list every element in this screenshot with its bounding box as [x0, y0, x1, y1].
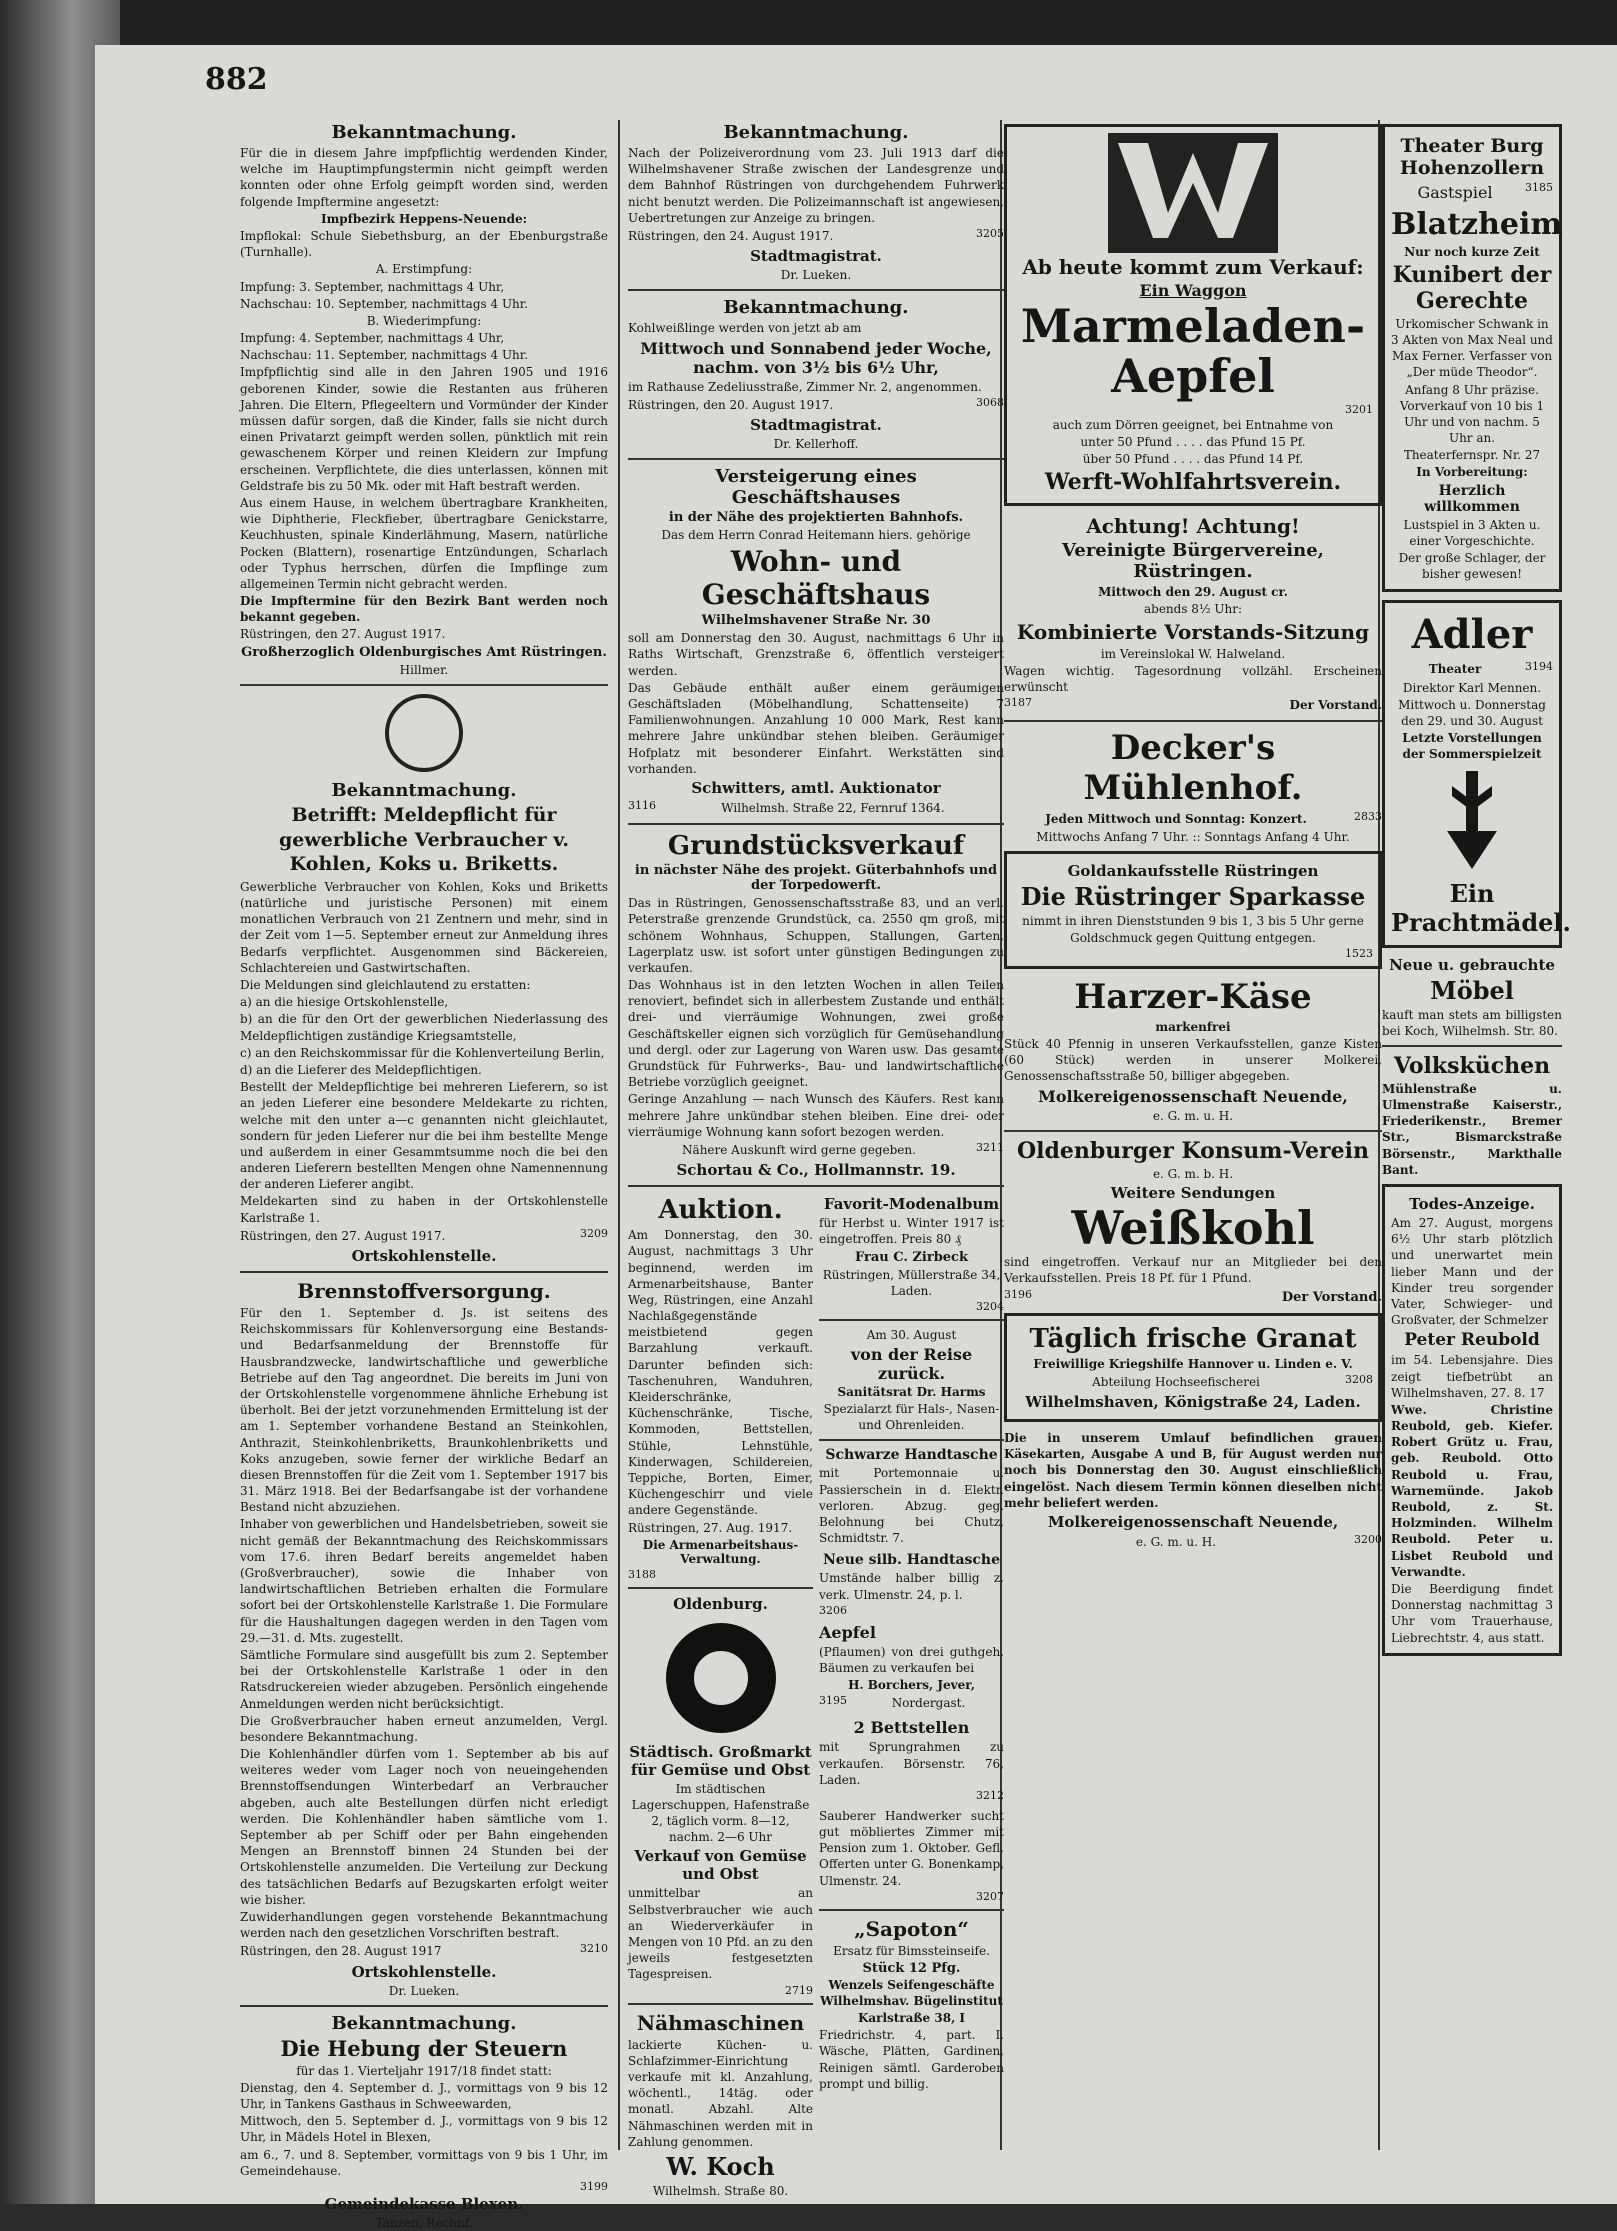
notice-title: Bekanntmachung. [723, 122, 909, 143]
ad-text: Jeden Mittwoch und Sonntag: Konzert. [1045, 812, 1307, 827]
ad-text: im Vereinslokal W. Halweland. [1100, 646, 1286, 661]
ad-number: 3207 [976, 1889, 1004, 1903]
notice-text: Dienstag, den 4. September d. J., vormittags von 9 bis 12 Uhr, in Tankens Gasthaus in Schweewarden, [240, 2080, 608, 2112]
notice-text: im Rathause Zedeliusstraße, Zimmer Nr. 2, angenommen. [628, 379, 982, 394]
ad-title: Versteigerung eines Geschäftshauses [715, 466, 917, 509]
ad-number: 1523 [1345, 946, 1373, 960]
ad-title: Nähmaschinen [636, 2010, 805, 2035]
column-4 [1382, 120, 1571, 2150]
arrow-down-icon [1442, 771, 1502, 871]
column-rule [618, 120, 620, 2150]
divider [1382, 1045, 1562, 1047]
ad-title: Oldenburger Konsum-Verein [1017, 1137, 1369, 1164]
notice-text: Für die in diesem Jahre impfpflichtig werdenden Kinder, welche im Hauptimpfungstermin nicht geimpft werden konnten oder ohne Erfolg geimpft worden sind, werden folgende Impftermine angesetzt: [240, 146, 608, 209]
divider [240, 684, 608, 686]
ad-text: nimmt in ihren Dienststunden 9 bis 1, 3 bis 5 Uhr gerne Goldschmuck gegen Quittung entgegen. [1022, 914, 1364, 945]
ad-text: Das Wohnhaus ist in den letzten Wochen in allen Teilen renoviert, befindet sich in allerbestem Zustande und enthält drei- und vierräumige Wohnungen, zwei große Geschäftskeller eignen sich vorzüglich für Gemüsehandlung und dergl. oder zur Lagerung von Waren usw. Das gesamte Grundstück für Fuhrwerks-, Bau- und landwirtschaftliche Betriebe vorzüglich geeignet. [628, 978, 1004, 1090]
notice-text: Die Meldungen sind gleichlautend zu erstatten: [240, 978, 531, 992]
notice-cabbage-white [628, 297, 1004, 452]
ad-fashion-album [819, 1195, 1004, 1313]
ad-text: e. G. m. u. H. [1152, 1108, 1234, 1123]
ad-text: Ersatz für Bimssteinseife. [833, 1943, 990, 1958]
notice-date: Rüstringen, den 27. August 1917. [240, 1228, 446, 1243]
ad-lost-handbag [819, 1447, 1004, 1546]
ad-number: 3200 [1354, 1532, 1382, 1546]
ad-text: Am 30. August [866, 1327, 957, 1342]
column-3 [1004, 120, 1382, 2150]
notice-text: Impfung: 4. September, nachmittags 4 Uhr, [240, 331, 505, 346]
ad-board-meeting [1004, 514, 1382, 714]
ad-number: 3211 [976, 1140, 1004, 1154]
notice-text: Mittwoch, den 5. September d. J., vormittags von 9 bis 12 Uhr, in Mädels Hotel in Blexen, [240, 2114, 608, 2145]
ad-silver-handbag [819, 1552, 1004, 1616]
ad-signature: Wenzels Seifengeschäfte [828, 1978, 995, 1992]
ad-text: mit Portemonnaie u. Passierschein in d. Elektr. verloren. Abzug. geg. Belohnung bei Chutz, Schmidtstr. 7. [819, 1466, 1004, 1546]
notice-text: B. Wiederimpfung: [366, 313, 482, 328]
ad-headline: Ein Prachtmädel. [1391, 878, 1571, 937]
divider [628, 823, 1004, 825]
ad-deckers-muehlenhof [1004, 728, 1382, 845]
ad-headline: Wohn- und Geschäftshaus [701, 545, 931, 612]
notice-text: Inhaber von gewerblichen und Handelsbetrieben, soweit sie nicht gemäß der Bekanntmachung des Reichskommissars vom 17.6. ihren Bedarf bereits angemeldet haben (Großverbraucher), sowie die Inhaber von landwirtschaftlichen Betrieben erhalten die Formulare sofort bei der Ortskohlenstelle Karlstraße 1. Die Formulare für die Haushaltungen dagegen werden in den Tagen vom 29.—31. d. Mts. zugestellt. [240, 1517, 608, 1645]
ad-text: Lustspiel in 3 Akten u. einer Vorgeschichte. [1403, 517, 1541, 548]
ad-title: Schwarze Handtasche [825, 1447, 998, 1464]
ad-sapoton [819, 1917, 1004, 2092]
ad-number: 3208 [1345, 1372, 1373, 1386]
ad-headline: Weißkohl [1071, 1200, 1315, 1255]
ad-title: Oldenburg. [673, 1594, 768, 1613]
column-2 [628, 120, 1004, 2198]
ad-text: Sauberer Handwerker sucht gut möbliertes Zimmer mit Pension zum 1. Oktober. Gefl. Offerten unter G. Bonenkamp, Ulmenstr. 24. [819, 1808, 1004, 1888]
ad-number: 3201 [1345, 402, 1373, 416]
ad-doctor-return [819, 1327, 1004, 1434]
divider [628, 1185, 1004, 1187]
ad-subtitle: in der Nähe des projektierten Bahnhofs. [668, 510, 964, 526]
ad-number: 3199 [580, 2180, 608, 2193]
notice-text: Meldekarten sind zu haben in der Ortskohlenstelle Karlstraße 1. [240, 1194, 608, 1225]
notice-text: Aus einem Hause, in welchem übertragbare Krankheiten, wie Diphtherie, Fleckfieber, übertragbare Genickstarre, Keuchhusten, spinale Kinderlähmung, Masern, natürliche Pocken (Blattern), rosenartige Entzündungen, Scharlach oder Typhus herrschen, dürfen die Impflinge zum allgemeinen Termin nicht gebracht werden. [240, 495, 608, 591]
ad-text: im 54. Lebensjahre. Dies zeigt tiefbetrübt an Wilhelmshaven, 27. 8. 17 [1391, 1353, 1553, 1400]
notice-signature: Gemeindekasse Blexen. [324, 2195, 524, 2213]
ad-text: soll am Donnerstag den 30. August, nachmittags 6 Uhr in Raths Wirtschaft, Grenzstraße 6, öffentlich versteigert werden. [628, 631, 1004, 678]
ad-title: Neue silb. Handtasche [822, 1552, 1001, 1569]
ad-text: Der große Schlager, der bisher gewesen! [1398, 551, 1546, 582]
ad-text: Das Gebäude enthält außer einem geräumigen Geschäftsladen (Möbelhandlung, Schattenseite) 7 Familienwohnungen. Anzahlung 10 000 Mark, Rest kann mehrere Jahre unkündbar stehen bleiben. Geräumiger Hofplatz mit besonderer Einfahrt. Werkstätten sind vorhanden. [628, 680, 1004, 776]
notice-text: Die Kohlenhändler dürfen vom 1. September ab bis auf weiteres weder vom Lager noch von neueingehenden Brennstoffsendungen Winterbedarf an Verbraucher abgeben, auch alte Bestellungen dürfen nicht erledigt werden. Die Kohlenhändler haben sämtliche vom 1. September ab per Schiff oder per Bahn eingehenden Mengen an Brennstoff binnen 24 Stunden bei der Ortskohlenstelle anzumelden. Die Verteilung zur Deckung des tatsächlichen Bedarfs auf Bezugskarten erfolgt weiter wie bisher. [240, 1747, 608, 1907]
ad-date: Rüstringen, 27. Aug. 1917. [628, 1520, 793, 1535]
ad-title: Harzer-Käse [1074, 976, 1312, 1017]
ad-text: Mühlenstraße u. Ulmenstraße Kaiserstr., Friederikenstr., Bremer Str., Bismarckstraße Börsenstr., Markthalle Bant. [1382, 1081, 1562, 1177]
notice-text: Impfung: 3. September, nachmittags 4 Uhr, [240, 279, 505, 294]
notice-text: Bestellt der Meldepflichtige bei mehreren Lieferern, so ist an jeden Lieferer eine besondere Meldekarte zu richten, welche mit den unter a—c genannten nicht gleichlautet, sondern für jeden Lieferer nur die bei ihm bestellte Menge und außerdem in einer Gesammtsumme noch die bei den anderen Lieferern bestellten Mengen ohne Namennennung der anderen Lieferer angibt. [240, 1080, 608, 1192]
notice-date: Rüstringen, den 24. August 1917. [628, 228, 834, 243]
notice-signature: Großherzoglich Oldenburgisches Amt Rüstringen. [241, 644, 607, 660]
ad-text: mit Sprungrahmen zu verkaufen. Börsenstr. 76, Laden. [819, 1740, 1004, 1787]
ad-headline: Aepfel [1111, 349, 1275, 404]
ad-bedsteads [819, 1718, 1004, 1802]
ad-title: Neue u. gebrauchte [1389, 955, 1555, 974]
ad-text: Theaterfernspr. Nr. 27 [1403, 448, 1541, 463]
page-number: 882 [205, 62, 268, 97]
ad-price-line: über 50 Pfund . . . . das Pfund 14 Pf. [1082, 451, 1304, 466]
notice-text: Zuwiderhandlungen gegen vorstehende Bekanntmachung werden nach den gesetzlichen Vorschriften bestraft. [240, 1909, 608, 1941]
ad-signature: Frau C. Zirbeck [855, 1249, 968, 1265]
coat-of-arms-seal [385, 694, 463, 772]
ad-headline: Verkauf von Gemüse und Obst [634, 1847, 807, 1884]
ads-split-row [628, 1193, 1004, 2205]
ad-signature: W. Koch [666, 2151, 775, 2181]
notice-text: Kohlweißlinge werden von jetzt ab am [628, 321, 862, 336]
death-notice [1382, 1184, 1562, 1656]
ad-text: Am 27. August, morgens 6½ Uhr starb plötzlich und unerwartet mein lieber Mann und der Kinder treu sorgender Vater, Schwieger- und Großvater, der Schmelzer [1391, 1216, 1553, 1328]
ad-address: Nordergast. [891, 1696, 966, 1711]
ad-number: 3204 [976, 1299, 1004, 1313]
ad-text: Geringe Anzahlung — nach Wunsch des Käufers. Rest kann mehrere Jahre unkündbar stehen bleiben. Eine drei- oder vierräumige Wohnung kann sofort bezogen werden. [628, 1092, 1004, 1139]
ad-text: für Herbst u. Winter 1917 ist eingetroffen. Preis 80 ₰ [819, 1216, 1004, 1247]
ad-jam-apples [1004, 124, 1382, 506]
ad-text: Weitere Sendungen [1110, 1183, 1276, 1202]
divider [819, 1909, 1004, 1911]
ad-subtitle: Vereinigte Bürgervereine, Rüstringen. [1062, 540, 1324, 583]
notice-vaccination [240, 122, 608, 678]
ad-adler-theater [1382, 600, 1571, 947]
notice-text: Die Großverbraucher haben erneut anzumelden, Vergl. besondere Bekanntmachung. [240, 1713, 608, 1744]
ad-text: Im städtischen Lagerschuppen, Hafenstraße 2, täglich vorm. 8—12, nachm. 2—6 Uhr [631, 1781, 810, 1845]
ad-number: 3116 [628, 798, 656, 812]
ad-sewing-machines [628, 2011, 813, 2200]
ad-text: Ab heute kommt zum Verkauf: [1022, 255, 1364, 279]
ad-fresh-shrimp [1004, 1313, 1382, 1422]
notice-list-item: a) an die hiesige Ortskohlenstelle, [240, 995, 449, 1010]
ad-number: 3185 [1525, 181, 1553, 194]
ad-address: Rüstringen, Müllerstraße 34, Laden. [822, 1267, 1001, 1298]
ad-text: unmittelbar an Selbstverbraucher wie auch an Wiederverkäufer in Mengen von 10 Pfd. an zu den jeweils festgesetzten Tagespreisen. [628, 1886, 813, 1982]
ad-price: Stück 12 Pfg. [862, 1961, 961, 1976]
notice-text: Gewerbliche Verbraucher von Kohlen, Koks und Briketts (natürliche und juristische Personen) mit einem monatlichen Verbrauch von 21 Zentnern und mehr, sind in der Zeit vom 1—5. September erneut zur Anmeldung ihres Bedarfs verpflichtet. Ausgenommen sind Bäckereien, Schlachtereien und Gastwirtschaften. [240, 879, 608, 975]
ad-text: Am Donnerstag, den 30. August, nachmittags 3 Uhr beginnend, werden im Armenarbeitshause, Banter Weg, Rüstringen, eine Anzahl Nachlaßgegenstände meistbietend gegen Barzahlung verkauft. Darunter befinden sich: Taschenuhren, Wanduhren, Kleiderschränke, Küchenschränke, Tische, Kommoden, Bettstellen, Stühle, Lehnstühle, Kinderwagen, Schildereien, Teppiche, Borten, Eimer, Küchengeschirr und viele andere Gegenstände. [628, 1228, 813, 1518]
notice-title: Bekanntmachung. [331, 122, 517, 143]
ad-harz-cheese [1004, 977, 1382, 1124]
ad-number: 2719 [785, 1983, 813, 1997]
notice-text: Nach der Polizeiverordnung vom 23. Juli 1913 darf die Wilhelmshavener Straße zwischen der Landesgrenze und dem Bahnhof Rüstringen von durchgehendem Fuhrwerk nicht benutzt werden. Die Polizeimannschaft ist angewiesen, Uebertretungen zur Anzeige zu bringen. [628, 146, 1004, 225]
ad-headline: Herzlich willkommen [1424, 482, 1520, 515]
notice-fuel-supply [240, 1279, 608, 1999]
ad-text: Wagen wichtig. Tagesordnung vollzähl. Erscheinen erwünscht [1004, 663, 1382, 694]
notice-text: Impflokal: Schule Siebethsburg, an der Ebenburgstraße (Turnhalle). [240, 228, 608, 260]
ad-number: 3196 [1004, 1287, 1032, 1301]
notice-headline: Die Hebung der Steuern [280, 2035, 568, 2061]
ad-signature: Wilhelmshaven, Königstraße 24, Laden. [1025, 1393, 1361, 1412]
ad-address: Karlstraße 38, I [857, 2011, 966, 2025]
ad-signature: H. Borchers, Jever, [848, 1678, 975, 1693]
ad-address: Wilhelmsh. Straße 22, Fernruf 1364. [721, 800, 945, 815]
ad-text: Mittwochs Anfang 7 Uhr. :: Sonntags Anfang 4 Uhr. [1036, 830, 1350, 845]
notice-title: Bekanntmachung. [331, 2012, 517, 2034]
ad-title: Achtung! Achtung! [1086, 514, 1300, 539]
ad-text: Friedrichstr. 4, part. I. Wäsche, Plätten, Gardinen, Reinigen sämtl. Garderoben prompt und billig. [819, 2028, 1004, 2091]
notice-text: e. G. m. u. H. [1135, 1534, 1217, 1549]
ad-title: 2 Bettstellen [853, 1718, 970, 1738]
notice-title: Brennstoffversorgung. [297, 1279, 551, 1303]
ad-number: 3210 [580, 1942, 608, 1956]
ad-subtitle: Goldankaufsstelle Rüstringen [1067, 862, 1319, 881]
notice-date: Rüstringen, den 20. August 1917. [628, 397, 834, 412]
ad-text: kauft man stets am billigsten bei Koch, Wilhelmsh. Str. 80. [1382, 1007, 1562, 1038]
ad-number: 3195 [819, 1694, 847, 1708]
divider [240, 1271, 608, 1273]
ad-title: Grundstücksverkauf [667, 831, 965, 862]
ad-text: abends 8½ Uhr: [1143, 602, 1243, 617]
ring-logo [666, 1623, 776, 1733]
ad-title: Täglich frische Granat [1029, 1323, 1357, 1354]
notice-date: Rüstringen, den 27. August 1917. [240, 627, 446, 642]
ad-play-title: Kunibert der Gerechte [1392, 261, 1552, 314]
ad-text: Theater [1428, 662, 1482, 677]
ad-market-oldenburg [628, 1595, 813, 1997]
ad-number: 3206 [819, 1603, 847, 1617]
ad-text: sind eingetroffen. Verkauf nur an Mitglieder bei den Verkaufsstellen. Preis 18 Pf. für 1 Pfund. [1004, 1255, 1382, 1286]
notice-text: Impfbezirk Heppens-Neuende: [320, 211, 528, 226]
ad-property-sale [628, 831, 1004, 1179]
ads-right [819, 1193, 1004, 2205]
ad-subtitle: Freiwillige Kriegshilfe Hannover u. Linden e. V. [1033, 1356, 1353, 1371]
ad-text: Nur noch kurze Zeit [1404, 244, 1540, 259]
ad-title: Adler [1411, 611, 1533, 659]
ad-number: 2833 [1354, 810, 1382, 824]
ad-title: Auktion. [658, 1195, 783, 1226]
ad-title: Todes-Anzeige. [1409, 1195, 1535, 1214]
ad-subtitle: markenfrei [1155, 1019, 1231, 1034]
ad-theater-hohenzollern [1382, 124, 1562, 592]
ad-text: Mittwoch u. Donnerstag den 29. und 30. August [1398, 697, 1546, 728]
ad-text: Abteilung Hochseefischerei [1092, 1374, 1260, 1389]
ad-text: Direktor Karl Mennen. [1402, 680, 1542, 695]
ad-number: 3209 [580, 1226, 608, 1240]
divider [240, 2005, 608, 2007]
divider [628, 2003, 813, 2005]
ad-title: Volksküchen [1393, 1052, 1551, 1079]
ad-text: (Pflaumen) von drei guthgeh. Bäumen zu verkaufen bei [819, 1644, 1004, 1675]
ad-apples [819, 1623, 1004, 1713]
divider [1004, 720, 1382, 722]
ad-price-line: unter 50 Pfund . . . . das Pfund 15 Pf. [1080, 434, 1306, 449]
notice-text: Sämtliche Formulare sind ausgefüllt bis zum 2. September bei der Ortskohlenstelle Karlstraße 1 oder in den Ratsdruckereien wieder abzugeben. Persönlich eingehende Anmeldungen werden nicht berücksichtigt. [240, 1647, 608, 1711]
divider [628, 1587, 813, 1589]
ad-text: Das in Rüstringen, Genossenschaftsstraße 83, und an verl. Peterstraße grenzende Grundstück, ca. 2550 qm groß, mit schönem Wohnhaus, Schuppen, Stallungen, Garten, Lagerplatz usw. ist sofort unter günstigen Bedingungen zu verkaufen. [628, 896, 1004, 975]
ad-text: auch zum Dörren geeignet, bei Entnahme von [1052, 417, 1334, 432]
notice-text: Nachschau: 10. September, nachmittags 4 Uhr. [240, 296, 529, 311]
ad-headline: Wilhelmshav. Bügelinstitut [820, 1994, 1003, 2008]
ad-text: Wwe. Christine Reubold, geb. Kiefer. Robert Grütz u. Frau, geb. Reubold. Otto Reubold u. Frau, Warnemünde. Jakob Reubold, z. St. Holzminden. Wilhelm Reubold. Peter u. Lisbet Reubold und Verwandte. [1391, 1402, 1553, 1579]
ad-headline: Kombinierte Vorstands-Sitzung [1016, 619, 1370, 644]
ad-number: 3188 [628, 1567, 656, 1581]
notice-coal-registration [240, 780, 608, 1265]
notice-date: Rüstringen, den 28. August 1917 [240, 1944, 442, 1959]
notice-text: am 6., 7. und 8. September, vormittags von 9 bis 1 Uhr, im Gemeindehause. [240, 2147, 608, 2178]
ad-text: Urkomischer Schwank in 3 Akten von Max Neal und Max Ferner. Verfasser von „Der müde Theodor“. [1391, 316, 1553, 380]
ad-title: von der Reise zurück. [850, 1345, 973, 1384]
ad-headline: Möbel [1430, 975, 1514, 1005]
ad-text: Nähere Auskunft wird gerne gegeben. [682, 1142, 916, 1157]
ad-headline: Blatzheim [1391, 206, 1563, 242]
ad-signature: Molkereigenossenschaft Neuende, [1038, 1086, 1348, 1106]
ad-text: Spezialarzt für Hals-, Nasen- und Ohrenleiden. [823, 1402, 1000, 1433]
notice-title: Bekanntmachung. [723, 297, 909, 319]
notice-name: Dr. Kellerhoff. [773, 436, 859, 451]
notice-list-item: d) an die Lieferer des Meldepflichtigen. [240, 1062, 482, 1077]
ad-text: Das dem Herrn Conrad Heitemann hiers. gehörige [661, 528, 971, 543]
ad-consumer-cooperative [1004, 1138, 1382, 1307]
divider [628, 458, 1004, 460]
ad-number: 3205 [976, 226, 1004, 240]
deceased-name: Peter Reubold [1404, 1330, 1540, 1351]
ad-text: Ein Waggon [1139, 281, 1247, 300]
ad-text: Stück 40 Pfennig in unseren Verkaufsstellen, ganze Kisten (60 Stück) werden in unserer Molkerei, Genossenschaftsstraße 50, billiger abgegeben. [1004, 1037, 1382, 1084]
ad-title: Aepfel [819, 1622, 876, 1642]
ad-title: Decker's Mühlenhof. [1083, 728, 1303, 809]
notice-signature: Stadtmagistrat. [750, 247, 882, 266]
ad-subtitle: Gastspiel [1417, 183, 1493, 202]
ad-soup-kitchens [1382, 1053, 1562, 1178]
divider [819, 1439, 1004, 1441]
ad-subtitle: in nächster Nähe des projekt. Güterbahnhofs und der Torpedowerft. [634, 863, 998, 894]
ad-text: In Vorbereitung: [1416, 465, 1528, 480]
ad-text: Anfang 8 Uhr präzise. Vorverkauf von 10 bis 1 Uhr und von nachm. 5 Uhr an. [1399, 382, 1545, 446]
notice-subject: Betrifft: Meldepflicht für gewerbliche Verbraucher v. Kohlen, Koks u. Briketts. [279, 803, 569, 876]
ad-address: Wilhelmshavener Straße Nr. 30 [701, 613, 931, 629]
notice-name: Dr. Lueken. [780, 268, 852, 283]
ad-savings-bank [1004, 851, 1382, 968]
ad-title: Theater Burg Hohenzollern [1399, 135, 1545, 179]
notice-signature: Stadtmagistrat. [750, 415, 882, 434]
ad-signature: Sanitätsrat Dr. Harms [837, 1385, 986, 1400]
divider [628, 289, 1004, 291]
notice-list-item: b) an die für den Ort der gewerblichen Niederlassung des Meldepflichtigen zuständige Kriegsamtstelle, [240, 1012, 608, 1043]
ad-number: 3068 [976, 395, 1004, 409]
ad-signature: Der Vorstand. [1281, 1289, 1382, 1305]
notice-list-item: c) an den Reichskommissar für die Kohlenverteilung Berlin, [240, 1045, 605, 1060]
notice-text: Die in unserem Umlauf befindlichen grauen Käsekarten, Ausgabe A und B, für August werden nur noch bis Donnerstag den 30. August einschließlich eingelöst. Nach diesem Termin können dieselben nicht mehr beliefert werden. [1004, 1431, 1382, 1510]
ad-signature: Schwitters, amtl. Auktionator [691, 778, 941, 797]
notice-name: Dr. Lueken. [388, 1983, 460, 1998]
notice-taxes [240, 2013, 608, 2231]
ad-signature: Schortau & Co., Hollmannstr. 19. [676, 1161, 956, 1180]
ad-subtitle: e. G. m. b. H. [1152, 1166, 1234, 1181]
ads-left [628, 1193, 813, 2205]
ad-title: Favorit-Modenalbum [823, 1195, 1000, 1214]
notice-title: Bekanntmachung. [331, 779, 517, 801]
ad-title: Die Rüstringer Sparkasse [1020, 882, 1366, 912]
ad-signature: Werft-Wohlfahrtsverein. [1044, 469, 1342, 496]
ad-text: lackierte Küchen- u. Schlafzimmer-Einrichtung verkaufe mit kl. Anzahlung, wöchentl., 14täg. oder monatl. Abzahl. Alte Nähmaschinen werden mit in Zahlung genommen. [628, 2037, 813, 2149]
notice-signature: Molkereigenossenschaft Neuende, [1047, 1512, 1339, 1531]
notice-signature: Ortskohlenstelle. [351, 1247, 497, 1265]
notice-name: Hillmer. [399, 662, 449, 677]
ad-text: Die Beerdigung findet Donnerstag nachmittag 3 Uhr vom Trauerhause, Liebrechtstr. 4, aus statt. [1391, 1581, 1553, 1645]
ad-house-auction [628, 466, 1004, 817]
notice-name: Tanzen, Rechnf. [375, 2216, 473, 2230]
notice-text: für das 1. Vierteljahr 1917/18 findet statt: [296, 2063, 552, 2078]
ad-text: Umstände halber billig z. verk. Ulmenstr. 24, p. l. [819, 1571, 1004, 1602]
ad-text: Mittwoch den 29. August cr. [1098, 585, 1288, 600]
ad-title: „Sapoton“ [854, 1916, 969, 1941]
ad-text: Letzte Vorstellungen der Sommerspielzeit [1402, 731, 1542, 762]
ad-headline: Marmeladen- [1020, 299, 1366, 353]
ad-auction [628, 1195, 813, 1581]
notice-cheese-cards [1004, 1430, 1382, 1551]
notice-text: A. Erstimpfung: [375, 262, 473, 277]
ad-address: Wilhelmsh. Straße 80. [652, 2183, 789, 2198]
notice-text: Die Impftermine für den Bezirk Bant werden noch bekannt gegeben. [240, 594, 608, 625]
notice-text: Nachschau: 11. September, nachmittags 4 Uhr. [240, 348, 529, 363]
ad-number: 3194 [1525, 660, 1553, 674]
notice-text: Impfpflichtig sind alle in den Jahren 1905 und 1916 geborenen Kinder, sowie die Restanten aus früheren Jahren. Die Eltern, Pflegeeltern und Vormünder der Kinder müssen dafür sorgen, daß die Kinder, falls sie nicht durch einen Privatarzt geimpft werden sollen, pünktlich mit rein gewaschenem Körper und reinen Kleidern zur Impfung erscheinen. Verpflichtete, die dies unterlassen, können mit Geldstrafe bis zu 50 Mk. oder mit Haft bestraft werden. [240, 365, 608, 493]
ad-room-wanted [819, 1808, 1004, 1903]
notice-signature: Ortskohlenstelle. [351, 1962, 497, 1981]
ww-logo [1108, 133, 1278, 253]
ad-signature: Die Armenarbeitshaus-Verwaltung. [642, 1537, 799, 1566]
ad-furniture [1382, 956, 1562, 1039]
column-1 [240, 120, 608, 2230]
notice-emphasis: Mittwoch und Sonnabend jeder Woche, nachm. von 3½ bis 6½ Uhr, [640, 338, 992, 377]
ad-number: 3187 [1004, 696, 1032, 710]
ad-headline: Städtisch. Großmarkt für Gemüse und Obst [629, 1742, 812, 1779]
divider [819, 1319, 1004, 1321]
ad-number: 3212 [976, 1788, 1004, 1802]
notice-text: Für den 1. September d. Js. ist seitens des Reichskommissars für Kohlenversorgung eine Bestands- und Bedarfsanmeldung der Brennstoffe für Hausbrandzwecke, landwirtschaftliche und gewerbliche Betriebe auf den Tag angeordnet. Die bereits im Juni von der Ortskohlenstelle vorgenommene ähnliche Erhebung ist überholt. Bei der jetzt vorzunehmenden Ermittelung ist der am 1. September vorhandene Bestand an Steinkohlen, Anthrazit, Steinkohlenbriketts, Braunkohlenbriketts und Koks anzugeben, sowie ferner der wirkliche Bedarf an diesen Brennstoffen für die Zeit vom 1. September 1917 bis 31. März 1918. Bei der Bedarfsangabe ist der vorhandene Bestand nicht abzuziehen. [240, 1306, 608, 1515]
ad-signature: Der Vorstand. [1289, 698, 1382, 713]
notice-street [628, 122, 1004, 283]
divider [1004, 1130, 1382, 1132]
